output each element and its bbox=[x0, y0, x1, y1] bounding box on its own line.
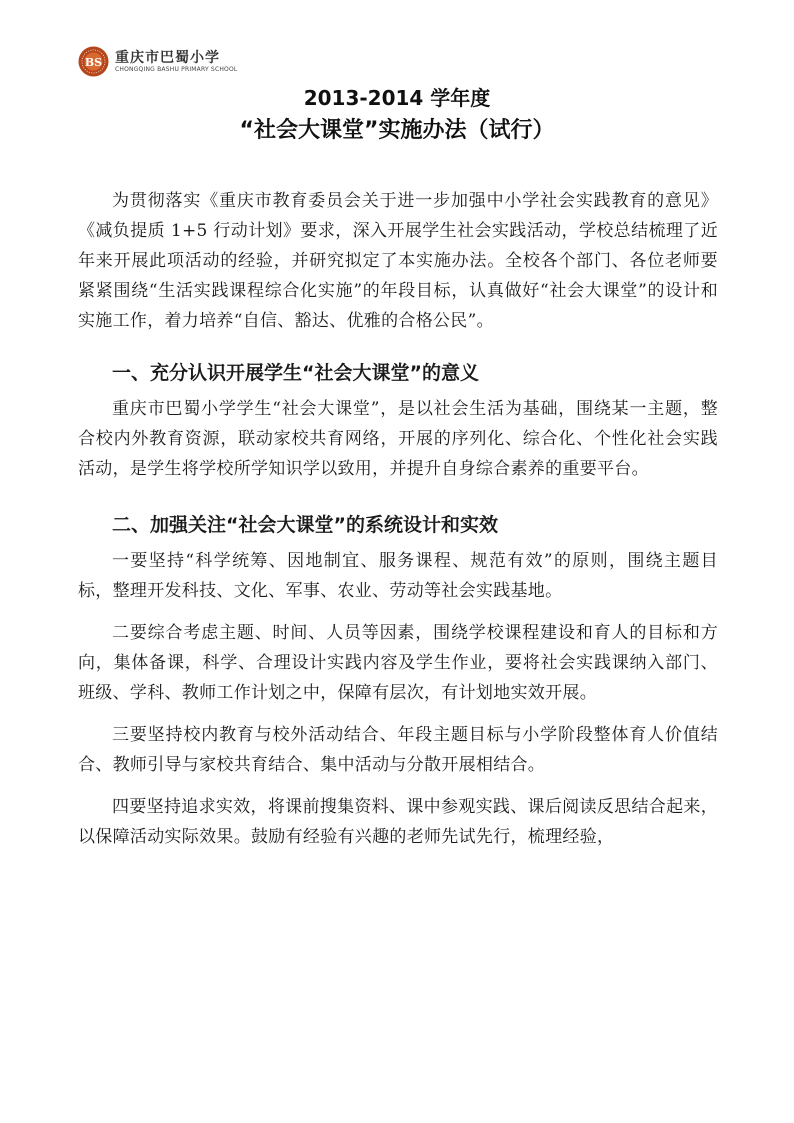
school-name-en: CHONGQING BASHU PRIMARY SCHOOL bbox=[115, 65, 238, 73]
logo-letters: BS bbox=[84, 56, 103, 69]
school-name-cn: 重庆市巴蜀小学 bbox=[115, 49, 220, 66]
section2-paragraph-4: 四要坚持追求实效，将课前搜集资料、课中参观实践、课后阅读反思结合起来，以保障活动实际效果。鼓励有经验有兴趣的老师先试先行，梳理经验， bbox=[78, 797, 718, 847]
section1-paragraph: 重庆市巴蜀小学学生“社会大课堂”，是以社会生活为基础，围绕某一主题，整合校内外教育资源，联动家校共育网络，开展的序列化、综合化、个性化社会实践活动，是学生将学校所学知识学以致用，并提升自身综合素养的重要平台。 bbox=[78, 399, 718, 479]
school-emblem-icon bbox=[78, 46, 109, 77]
intro-paragraph: 为贯彻落实《重庆市教育委员会关于进一步加强中小学社会实践教育的意见》《减负提质 1+5 行动计划》要求，深入开展学生社会实践活动，学校总结梳理了近年来开展此项活动的经验，并研究拟定了本实施办法。全校各个部门、各位老师要紧紧围绕“生活实践课程综合化实施”的年段目标，认真做好“社会大课堂”的设计和实施工作，着力培养“自信、豁达、优雅的合格公民”。 bbox=[78, 191, 718, 331]
section2-paragraph-1: 一要坚持“科学统筹、因地制宜、服务课程、规范有效”的原则，围绕主题目标，整理开发科技、文化、军事、农业、劳动等社会实践基地。 bbox=[78, 551, 718, 601]
document-body bbox=[78, 186, 718, 852]
document-title-line1: 2013-2014 学年度 bbox=[303, 86, 491, 110]
section2-heading: 二、加强关注“社会大课堂”的系统设计和实效 bbox=[112, 514, 498, 536]
section2-paragraph-3: 三要坚持校内教育与校外活动结合、年段主题目标与小学阶段整体育人价值结合、教师引导与家校共育结合、集中活动与分散开展相结合。 bbox=[78, 725, 718, 775]
school-logo bbox=[78, 46, 237, 77]
document-title-line2: “社会大课堂”实施办法（试行） bbox=[239, 118, 555, 143]
section2-paragraph-2: 二要综合考虑主题、时间、人员等因素，围绕学校课程建设和育人的目标和方向，集体备课，科学、合理设计实践内容及学生作业，要将社会实践课纳入部门、班级、学科、教师工作计划之中，保障有层次，有计划地实效开展。 bbox=[78, 623, 718, 703]
section1-heading: 一、充分认识开展学生“社会大课堂”的意义 bbox=[112, 362, 479, 384]
